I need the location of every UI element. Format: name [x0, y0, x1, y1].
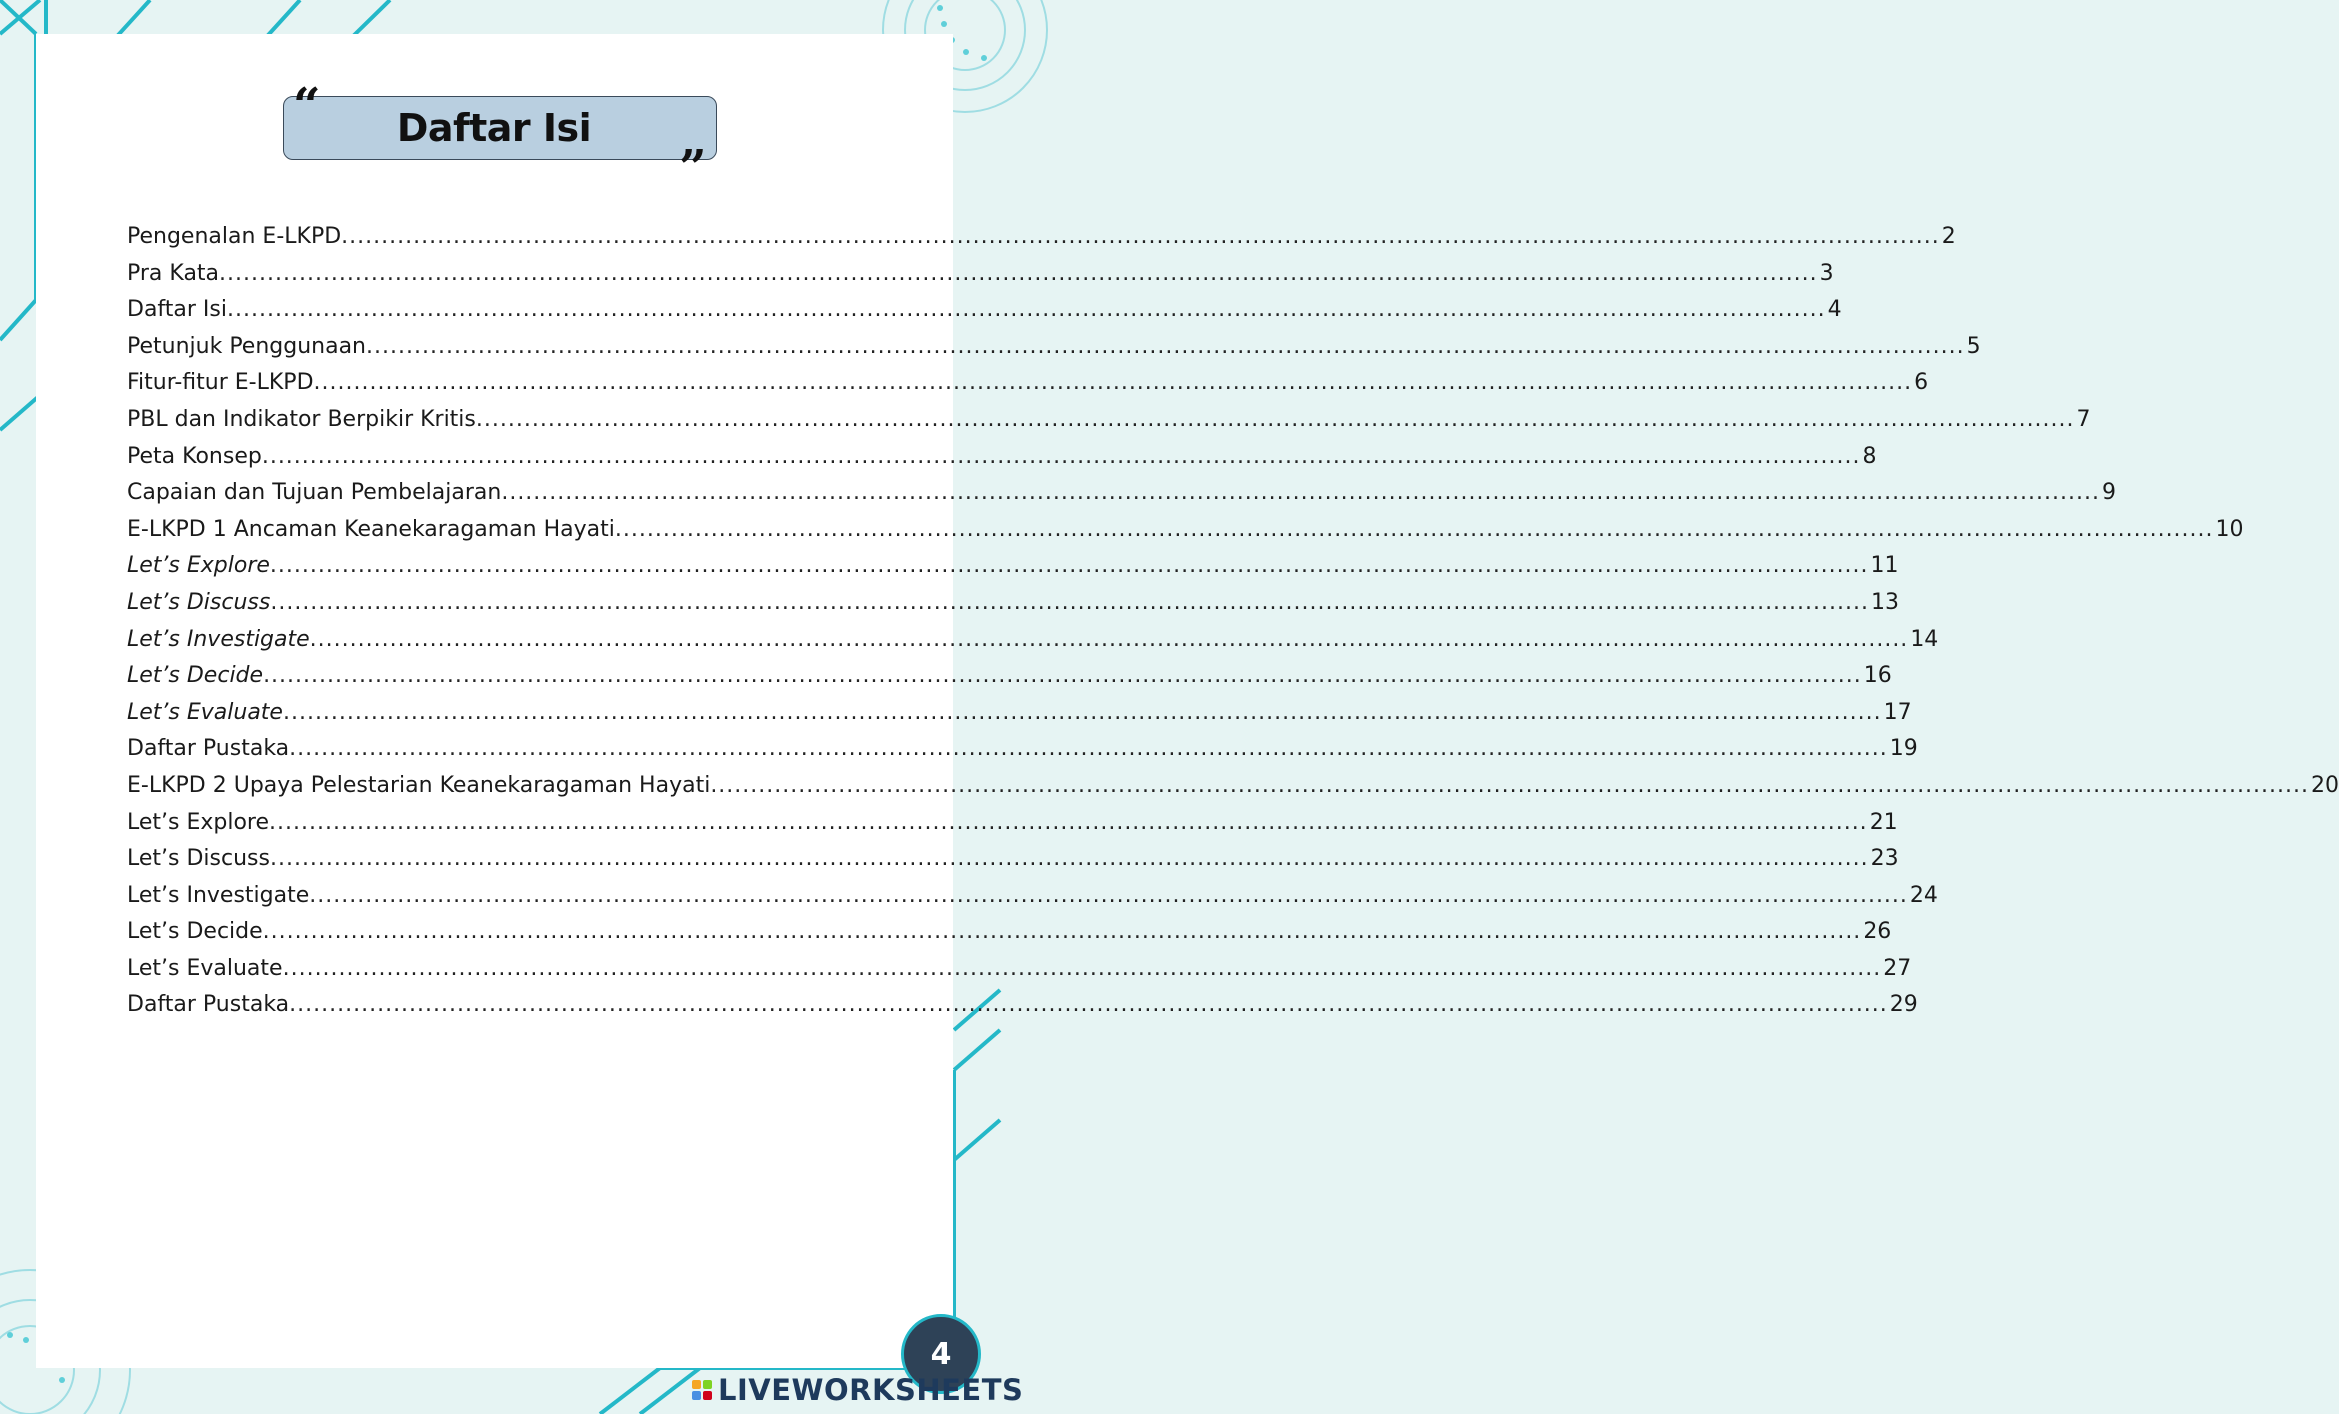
toc-dot-leader: ........................................................................................................................................................................................................ [614, 516, 2214, 542]
toc-entry-title: PBL dan Indikator Berpikir Kritis [127, 406, 476, 432]
toc-entry-title: Pra Kata [127, 260, 220, 286]
open-quote-icon: “ [293, 78, 321, 134]
table-of-contents [127, 224, 2339, 1029]
toc-entry [127, 736, 1918, 773]
toc-entry-title: Daftar Pustaka [127, 992, 290, 1018]
toc-dot-leader: ........................................................................................................................................................................................................ [289, 736, 1888, 762]
toc-entry-title: Let’s Discuss [127, 846, 270, 872]
toc-entry-title: Let’s Decide [127, 663, 264, 689]
toc-dot-leader: ........................................................................................................................................................................................................ [475, 406, 2075, 432]
title-box [283, 96, 717, 160]
toc-entry [127, 443, 1877, 481]
brand-name: LIVEWORKSHEETS [718, 1373, 1024, 1407]
toc-entry [127, 333, 1981, 371]
toc-entry-title: Let’s Evaluate [127, 699, 283, 725]
toc-entry-page: 3 [1819, 260, 1834, 286]
toc-entry-title: Let’s Investigate [127, 626, 310, 652]
toc-entry-title: Petunjuk Penggunaan [127, 333, 367, 359]
toc-dot-leader: ........................................................................................................................................................................................................ [262, 919, 1862, 945]
toc-entry [127, 297, 1842, 334]
toc-entry-page: 16 [1863, 663, 1892, 689]
toc-entry-page: 27 [1883, 955, 1912, 981]
toc-dot-leader: ........................................................................................................................................................................................................ [501, 480, 2100, 506]
toc-entry-title: Peta Konsep [127, 443, 262, 469]
brand-watermark [692, 1374, 1023, 1406]
toc-entry [127, 772, 2339, 810]
toc-entry-page: 26 [1863, 919, 1892, 945]
toc-entry-title: Let’s Explore [127, 809, 270, 835]
toc-entry [127, 626, 1939, 664]
toc-entry [127, 882, 1938, 920]
toc-entry [127, 480, 2116, 517]
toc-dot-leader: ........................................................................................................................................................................................................ [341, 224, 1940, 249]
toc-entry-page: 29 [1889, 992, 1918, 1018]
toc-entry-page: 8 [1862, 443, 1877, 469]
toc-entry-page: 7 [2076, 406, 2091, 432]
toc-entry-title: Let’s Decide [127, 919, 263, 945]
toc-entry-title: Capaian dan Tujuan Pembelajaran [127, 480, 502, 506]
toc-entry [127, 809, 1898, 847]
toc-entry-title: Let’s Investigate [127, 882, 310, 908]
toc-dot-leader: ........................................................................................................................................................................................................ [282, 699, 1882, 725]
toc-entry [127, 955, 1912, 993]
toc-entry [127, 516, 2244, 554]
toc-entry-title: Fitur-fitur E-LKPD [127, 370, 314, 396]
toc-dot-leader: ........................................................................................................................................................................................................ [710, 772, 2309, 798]
page-number: 4 [930, 1336, 952, 1372]
toc-entry-page: 24 [1909, 882, 1938, 908]
toc-entry [127, 992, 1918, 1029]
toc-entry-page: 4 [1827, 297, 1842, 323]
toc-entry [127, 846, 1899, 883]
toc-entry-title: Let’s Discuss [127, 589, 271, 615]
toc-entry-page: 10 [2215, 516, 2244, 542]
toc-dot-leader: ........................................................................................................................................................................................................ [309, 626, 1909, 652]
toc-dot-leader: ........................................................................................................................................................................................................ [269, 553, 1869, 579]
toc-entry [127, 224, 1956, 261]
toc-entry [127, 699, 1912, 737]
toc-dot-leader: ........................................................................................................................................................................................................ [261, 443, 1861, 469]
toc-entry-page: 14 [1910, 626, 1939, 652]
toc-entry-page: 6 [1914, 370, 1929, 396]
toc-dot-leader: ........................................................................................................................................................................................................ [366, 333, 1965, 359]
toc-dot-leader: ........................................................................................................................................................................................................ [282, 955, 1882, 981]
toc-entry-page: 23 [1870, 846, 1899, 872]
toc-entry-title: E-LKPD 1 Ancaman Keanekaragaman Hayati [127, 516, 615, 542]
toc-dot-leader: ........................................................................................................................................................................................................ [270, 589, 1869, 615]
toc-dot-leader: ........................................................................................................................................................................................................ [269, 809, 1868, 835]
toc-dot-leader: ........................................................................................................................................................................................................ [269, 846, 1869, 872]
liveworksheets-logo-icon [692, 1380, 712, 1400]
toc-entry-title: Let’s Evaluate [127, 955, 283, 981]
toc-entry-title: Let’s Explore [127, 553, 270, 579]
toc-entry-page: 2 [1941, 224, 1956, 249]
toc-entry-page: 5 [1966, 333, 1981, 359]
toc-entry-title: Pengenalan E-LKPD [127, 224, 342, 249]
title-banner [283, 78, 723, 196]
close-quote-icon: ” [679, 140, 707, 196]
toc-entry-page: 17 [1883, 699, 1912, 725]
toc-entry-page: 13 [1870, 589, 1899, 615]
toc-dot-leader: ........................................................................................................................................................................................................ [309, 882, 1908, 908]
toc-entry [127, 663, 1892, 700]
toc-dot-leader: ........................................................................................................................................................................................................ [313, 370, 1913, 396]
page-title: Daftar Isi [396, 106, 592, 150]
toc-entry [127, 553, 1899, 590]
toc-dot-leader: ........................................................................................................................................................................................................ [219, 260, 1818, 286]
toc-entry-title: Daftar Isi [127, 297, 227, 323]
toc-dot-leader: ........................................................................................................................................................................................................ [227, 297, 1826, 323]
toc-entry-page: 11 [1870, 553, 1899, 579]
toc-entry-page: 19 [1889, 736, 1918, 762]
toc-entry-title: Daftar Pustaka [127, 736, 290, 762]
toc-entry-page: 20 [2310, 772, 2339, 798]
toc-entry [127, 406, 2091, 444]
toc-entry [127, 370, 1929, 407]
toc-dot-leader: ........................................................................................................................................................................................................ [263, 663, 1862, 689]
toc-entry [127, 589, 1899, 627]
toc-dot-leader: ........................................................................................................................................................................................................ [289, 992, 1888, 1018]
toc-entry-page: 21 [1869, 809, 1898, 835]
toc-entry [127, 919, 1892, 956]
toc-entry [127, 260, 1834, 298]
toc-entry-page: 9 [2101, 480, 2116, 506]
toc-entry-title: E-LKPD 2 Upaya Pelestarian Keanekaragaman Hayati [127, 772, 711, 798]
